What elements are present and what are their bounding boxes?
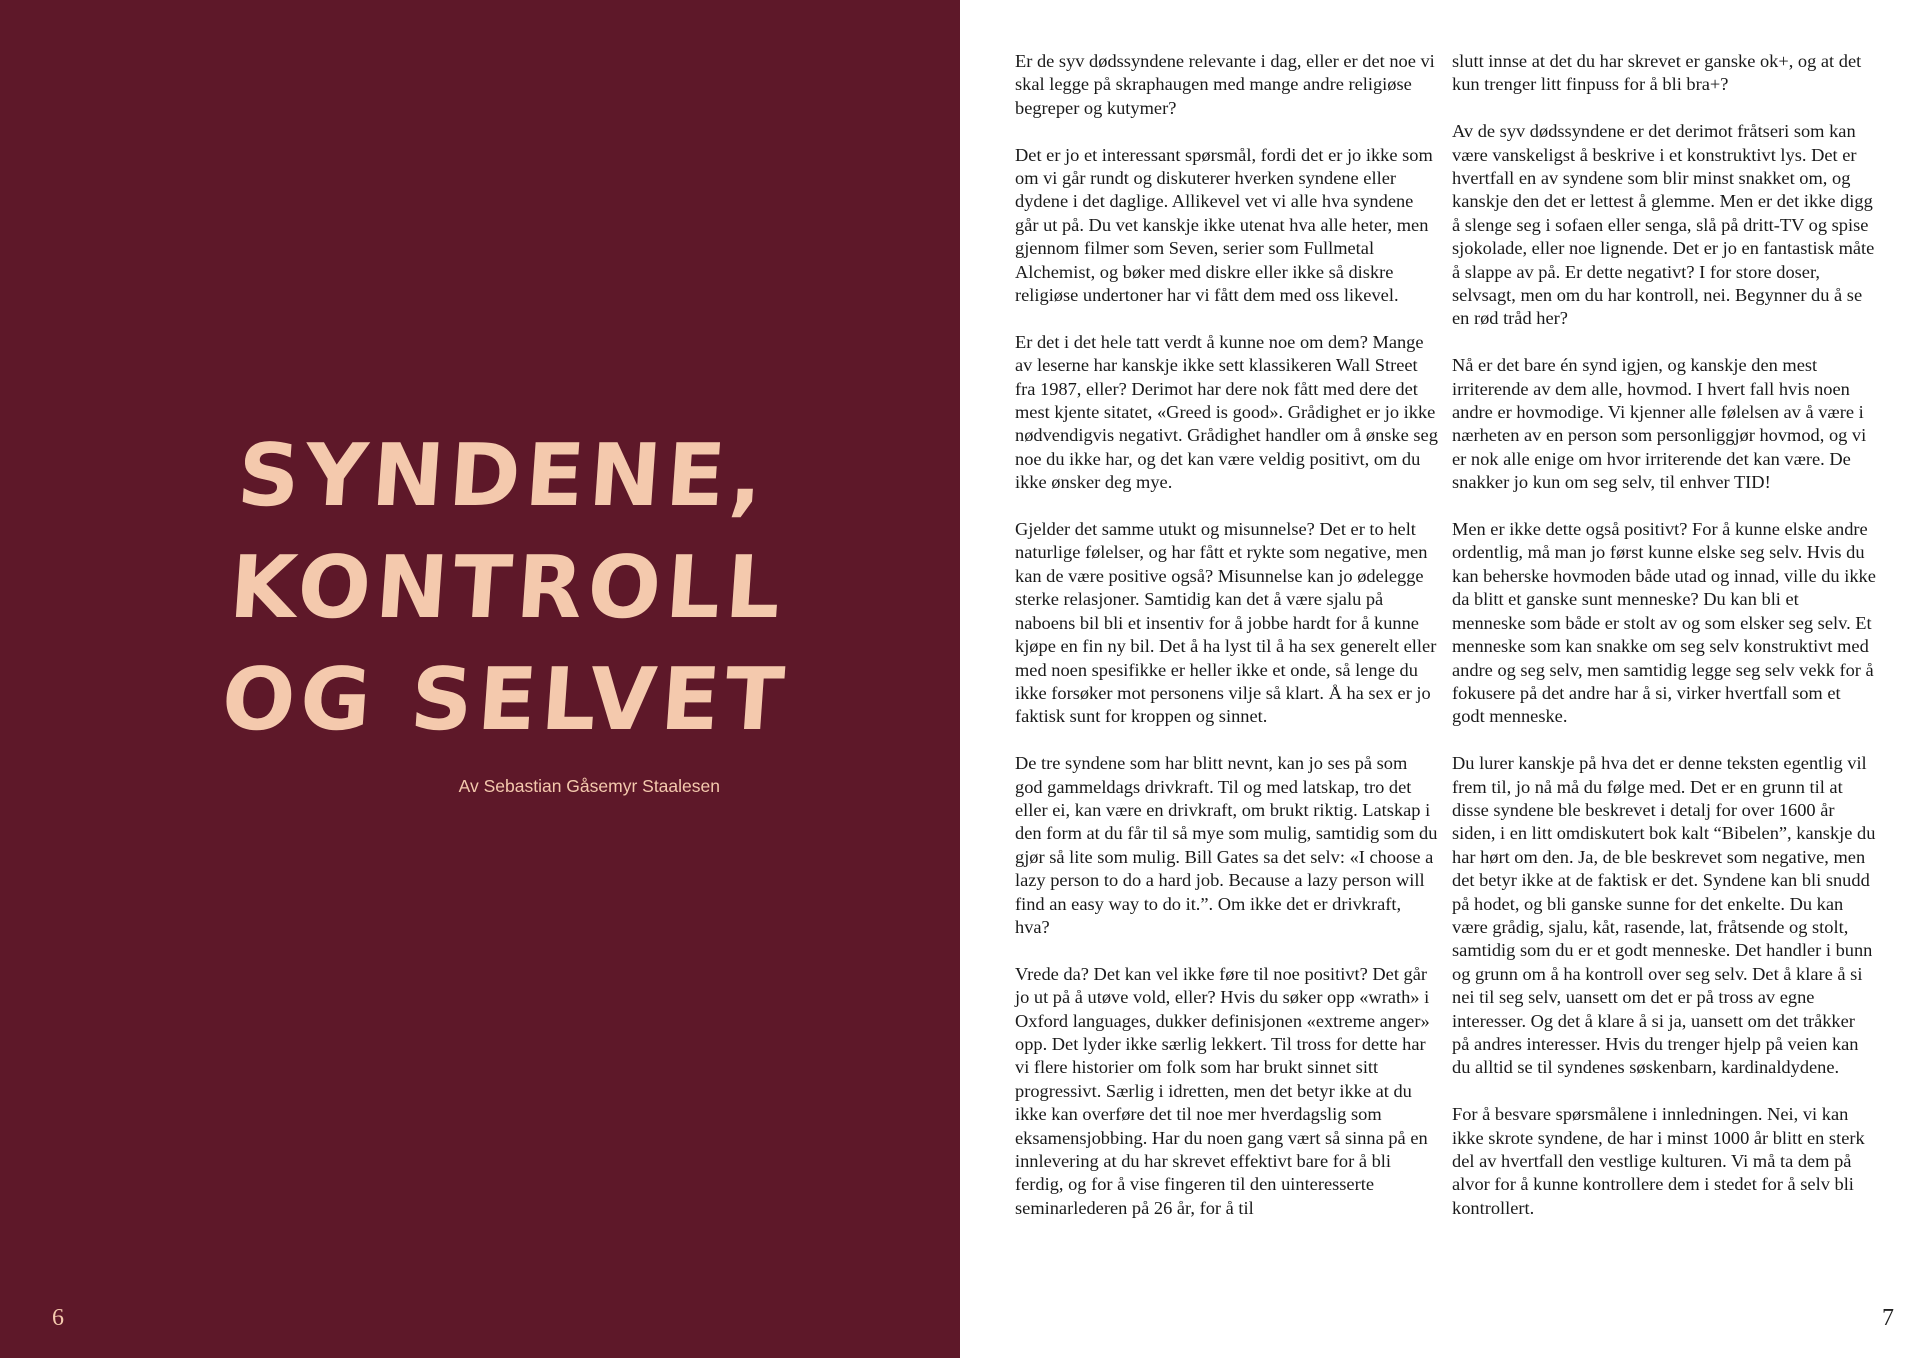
text-column-2 — [1452, 50, 1876, 1244]
paragraph: Vrede da? Det kan vel ikke føre til noe positivt? Det går jo ut på å utøve vold, eller? Hvis du søker opp «wrath» i Oxford languages, dukker definisjonen «extreme anger» opp. Det lyder ikke særlig lekkert. Til tross for dette har vi flere historier om folk som har brukt sinnet sitt progressivt. Særlig i idretten, men det betyr ikke at du ikke kan overføre det til noe mer hverdagslig som eksamensjobbing. Har du noen gang vært så sinna på en innlevering at du har skrevet effektivt bare for å bli ferdig, og for å vise fingeren til den uinteresserte seminarlederen på 26 år, for å til — [1015, 963, 1430, 1218]
paragraph: Av de syv dødssyndene er det derimot fråtseri som kan være vanskeligst å beskrive i et konstruktivt lys. Det er hvertfall en av syndene som blir minst snakket om, og kanskje den det er lettest å glemme. Men er det ikke digg å slenge seg i sofaen eller senga, slå på dritt-TV og spise sjokolade, eller noe lignende. Det er jo en fantastisk måte å slappe av på. Er dette negativt? I for store doser, selvsagt, men om du har kontroll, nei. Begynner du å se en rød tråd her? — [1452, 121, 1875, 329]
text-column-1 — [1015, 50, 1439, 1244]
right-page — [960, 0, 1920, 1358]
paragraph: slutt innse at det du har skrevet er ganske ok+, og at det kun trenger litt finpuss for å bli bra+? — [1452, 51, 1862, 95]
paragraph: Du lurer kanskje på hva det er denne teksten egentlig vil frem til, jo nå må du følge med. Det er en grunn til at disse syndene ble beskrevet i detalj for over 1600 år siden, i en litt omdiskutert bok kalt “Bibelen”, kanskje du har hørt om den. Ja, de ble beskrevet som negative, men det betyr ikke at de faktisk er det. Syndene kan bli snudd på hodet, og bli ganske sunne for det enkelte. Du kan være grådig, sjalu, kåt, rasende, lat, fråtsende og stolt, samtidig som du er et godt menneske. Det handler i bunn og grunn om å ha kontroll over seg selv. Det å klare å si nei til seg selv, uansett om det er på tross av egne interesser. Og det å klare å si ja, uansett om det tråkker på andres interesser. Hvis du trenger hjelp på veien kan du alltid se til syndenes søskenbarn, kardinaldydene. — [1452, 753, 1876, 1078]
page-number-left: 6 — [52, 1305, 64, 1331]
paragraph: De tre syndene som har blitt nevnt, kan jo ses på som god gammeldags drivkraft. Til og med latskap, tro det eller ei, kan være en drivkraft, om brukt riktig. Latskap i den form at du får til så mye som mulig, samtidig som du gjør så lite som mulig. Bill Gates sa det selv: «I choose a lazy person to do a hard job. Because a lazy person will find an easy way to do it.”. Om ikke det er drivkraft, hva? — [1015, 753, 1438, 937]
author-byline: Av Sebastian Gåsemyr Staalesen — [458, 776, 720, 796]
title-line-1: SYNDENE, — [234, 426, 772, 526]
page-number-right: 7 — [1882, 1305, 1894, 1331]
paragraph: Er de syv dødssyndene relevante i dag, eller er det noe vi skal legge på skraphaugen med mange andre religiøse begreper og kutymer? — [1015, 51, 1435, 118]
paragraph: Nå er det bare én synd igjen, og kanskje den mest irriterende av dem alle, hovmod. I hvert fall hvis noen andre er hovmodige. Vi kjenner alle følelsen av å være i nærheten av en person som personliggjør hovmod, og vi er nok alle enige om hvor irriterende det kan være. De snakker jo kun om seg selv, til enhver TID! — [1452, 355, 1867, 493]
paragraph: Men er ikke dette også positivt? For å kunne elske andre ordentlig, må man jo først kunne elske seg selv. Hvis du kan beherske hovmoden både utad og innad, ville du ikke da blitt et ganske sunt menneske? Du kan bli et menneske som både er stolt av og som elsker seg selv. Et menneske som kan snakke om seg selv konstruktivt med andre og seg selv, men samtidig legge seg selv vekk for å fokusere på det andre har å si, virker hvertfall som et godt menneske. — [1452, 519, 1876, 727]
title-line-3: OG SELVET — [218, 650, 792, 750]
title-line-2: KONTROLL — [226, 538, 789, 638]
article-title — [218, 420, 792, 756]
paragraph: Gjelder det samme utukt og misunnelse? Det er to helt naturlige følelser, og har fått et rykte som negative, men kan de være positive også? Misunnelse kan jo ødelegge sterke relasjoner. Samtidig kan det å være sjalu på naboens bil bli et insentiv for å jobbe hardt for å kunne kjøpe en fin ny bil. Det å ha lyst til å ha sex generelt eller med noen spesifikke er heller ikke et onde, så lenge du ikke forsøker mot personens vilje så klart. Å ha sex er jo faktisk sunt for kroppen og sinnet. — [1015, 519, 1437, 727]
paragraph: For å besvare spørsmålene i innledningen. Nei, vi kan ikke skrote syndene, de har i minst 1000 år blitt en sterk del av hvertfall den vestlige kulturen. Vi må ta dem på alvor for å kunne kontrollere dem i stedet for å selv bli kontrollert. — [1452, 1104, 1865, 1218]
paragraph: Er det i det hele tatt verdt å kunne noe om dem? Mange av leserne har kanskje ikke sett klassikeren Wall Street fra 1987, eller? Derimot har dere nok fått med dere det mest kjente sitatet, «Greed is good». Grådighet er jo ikke nødvendigvis negativt. Grådighet handler om å ønske seg noe du ikke har, og det kan være veldig positivt, om du ikke ønsker deg mye. — [1015, 331, 1438, 493]
paragraph: Det er jo et interessant spørsmål, fordi det er jo ikke som om vi går rundt og diskuterer hverken syndene eller dydene i det daglige. Allikevel vet vi alle hva syndene går ut på. Du vet kanskje ikke utenat hva alle heter, men gjennom filmer som Seven, serier som Fullmetal Alchemist, og bøker med diskre eller ikke så diskre religiøse undertoner har vi fått dem med oss likevel. — [1015, 144, 1433, 306]
